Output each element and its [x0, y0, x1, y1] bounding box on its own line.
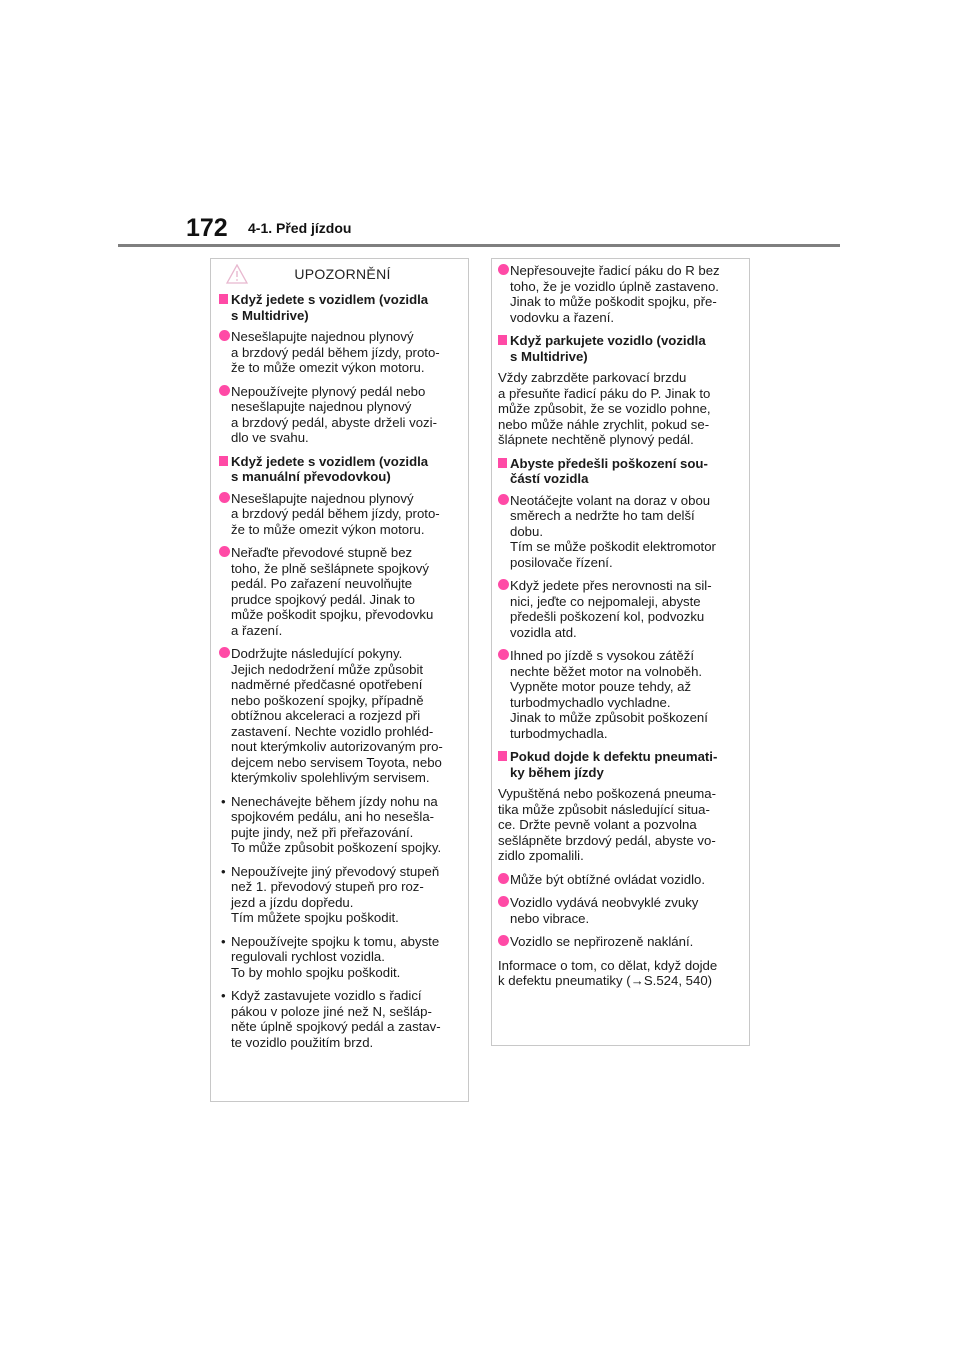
warning-header	[211, 259, 468, 289]
dot-bullet-icon: •	[221, 793, 226, 809]
text-line: Tím můžete spojku poškodit.	[231, 910, 399, 925]
text-line: Když jedete přes nerovnosti na sil-	[510, 578, 712, 593]
text-line: nebo vibrace.	[510, 910, 590, 926]
text-line: turbodmychadlo vychladne.	[510, 694, 671, 710]
section-heading	[498, 456, 741, 487]
text-line: Abyste předešli poškození sou-	[510, 455, 708, 471]
section-title: 4-1. Před jízdou	[248, 220, 352, 236]
paragraph	[498, 370, 741, 448]
dot-bullet-icon: •	[221, 863, 226, 879]
text-line: spojkovém pedálu, ani ho nesešla-	[231, 809, 435, 824]
text-line: nesešlapujte najednou plynový	[231, 399, 412, 414]
text-line: Informace o tom, co dělat, když dojde	[498, 957, 718, 973]
text-line: a přesuňte řadicí páku do P. Jinak to	[498, 385, 711, 401]
text-line: nebo poškození spojky, případně	[231, 692, 424, 708]
section-heading	[219, 292, 460, 323]
text-line: že to může omezit výkon motoru.	[231, 360, 425, 375]
list-item	[498, 578, 741, 640]
text-line: Neřaďte převodové stupně bez	[231, 545, 413, 560]
text-line: pedál. Po zařazení neuvolňujte	[231, 576, 413, 591]
text-line: šlápnete nechtěně plynový pedál.	[498, 432, 694, 447]
list-item	[498, 648, 741, 741]
text-line: Může být obtížné ovládat vozidlo.	[510, 871, 705, 887]
text-line: tika může způsobit následující situa-	[498, 801, 710, 817]
text-line: Když zastavujete vozidlo s řadicí	[231, 988, 422, 1003]
text-line: dlo ve svahu.	[231, 430, 309, 445]
circle-bullet-icon	[498, 494, 509, 505]
text-line: Nepoužívejte jiný převodový stupeň	[231, 863, 440, 879]
dot-bullet-icon: •	[221, 988, 226, 1003]
text-line: Nepoužívejte spojku k tomu, abyste	[231, 933, 440, 949]
text-line: To by mohlo spojku poškodit.	[231, 964, 401, 980]
list-item	[219, 794, 460, 856]
circle-bullet-icon	[498, 896, 509, 907]
section-heading	[219, 454, 460, 485]
text-line: Když parkujete vozidlo (vozidla	[510, 333, 706, 348]
text-line: prudce spojkový pedál. Jinak to	[231, 591, 416, 607]
list-item	[219, 491, 460, 538]
text-line: te vozidlo použitím brzd.	[231, 1034, 374, 1050]
circle-bullet-icon	[498, 873, 509, 884]
text-line: posilovače řízení.	[510, 554, 613, 570]
square-bullet-icon	[498, 751, 507, 761]
square-bullet-icon	[219, 294, 228, 304]
text-line: Vozidlo vydává neobvyklé zvuky	[510, 895, 699, 910]
text-line: Když jedete s vozidlem (vozidla	[231, 292, 429, 307]
text-line: může způsobit, že se vozidlo pohne,	[498, 401, 711, 416]
text-line: zastavení. Nechte vozidlo prohléd-	[231, 723, 434, 739]
text-line: toho, že je vozidlo úplně zastaveno.	[510, 278, 719, 294]
list-item	[219, 934, 460, 981]
text-line: dejcem nebo servisem Toyota, nebo	[231, 754, 442, 770]
text-line: s Multidrive)	[231, 307, 309, 323]
square-bullet-icon	[498, 458, 507, 468]
text-line: k defektu pneumatiky (→S.524, 540)	[498, 973, 713, 988]
text-line: toho, že plně sešlápnete spojkový	[231, 560, 429, 576]
text-line: Nesešlapujte najednou plynový	[231, 329, 414, 344]
text-line: vodovku a řazení.	[510, 309, 615, 325]
warning-content	[219, 292, 460, 1050]
text-line: Nepřesouvejte řadicí páku do R bez	[510, 263, 720, 278]
list-item	[498, 263, 741, 325]
text-line: může poškodit spojku, převodovku	[231, 607, 434, 622]
text-line: ky během jízdy	[510, 764, 604, 780]
circle-bullet-icon	[498, 935, 509, 946]
text-line: pákou v poloze jiné než N, sešláp-	[231, 1003, 432, 1019]
paragraph	[498, 958, 741, 989]
circle-bullet-icon	[219, 330, 230, 341]
text-line: Nenechávejte během jízdy nohu na	[231, 793, 438, 809]
circle-bullet-icon	[498, 649, 509, 660]
text-line: a řazení.	[231, 622, 283, 638]
text-line: Nesešlapujte najednou plynový	[231, 490, 414, 506]
square-bullet-icon	[219, 456, 228, 466]
square-bullet-icon	[498, 335, 507, 345]
text-line: dobu.	[510, 523, 544, 539]
text-line: něte úplně spojkový pedál a zastav-	[231, 1019, 441, 1034]
list-item	[498, 872, 741, 888]
circle-bullet-icon	[498, 264, 509, 275]
list-item	[219, 329, 460, 376]
text-line: Jejich nedodržení může způsobit	[231, 661, 424, 677]
warning-title: UPOZORNĚNÍ	[294, 266, 391, 282]
text-line: že to může omezit výkon motoru.	[231, 521, 425, 537]
list-item	[498, 934, 741, 950]
text-line: zidlo zpomalili.	[498, 848, 584, 863]
text-line: obtížnou akceleraci a rozjezd při	[231, 708, 421, 723]
info-box	[491, 258, 750, 1046]
list-item	[219, 384, 460, 446]
text-line: pujte jindy, než při přeřazování.	[231, 824, 414, 840]
text-line: ce. Držte pevně volant a pozvolna	[498, 817, 697, 832]
section-heading	[498, 333, 741, 364]
circle-bullet-icon	[219, 546, 230, 557]
text-line: Nepoužívejte plynový pedál nebo	[231, 383, 426, 399]
list-item	[498, 493, 741, 571]
text-line: jezd a jízdu dopředu.	[231, 894, 354, 910]
list-item	[219, 988, 460, 1050]
text-line: předešli poškození kol, podvozku	[510, 609, 705, 624]
text-line: nechte běžet motor na volnoběh.	[510, 663, 703, 679]
list-item	[219, 646, 460, 786]
text-line: vozidla atd.	[510, 624, 577, 640]
text-line: Neotáčejte volant na doraz v obou	[510, 492, 711, 508]
text-line: s Multidrive)	[510, 348, 588, 364]
text-line: s manuální převodovkou)	[231, 469, 391, 484]
text-line: nebo může náhle zrychlit, pokud se-	[498, 416, 710, 432]
text-line: Vypněte motor pouze tehdy, až	[510, 679, 692, 694]
list-item	[498, 895, 741, 926]
text-line: Pokud dojde k defektu pneumati-	[510, 749, 718, 764]
text-line: nici, jeďte co nejpomaleji, abyste	[510, 593, 701, 609]
text-line: částí vozidla	[510, 471, 589, 486]
text-line: Vždy zabrzděte parkovací brzdu	[498, 370, 687, 385]
text-line: a brzdový pedál během jízdy, proto-	[231, 344, 440, 360]
circle-bullet-icon	[498, 579, 509, 590]
warning-box	[210, 258, 469, 1102]
text-line: než 1. převodový stupeň pro roz-	[231, 879, 424, 894]
text-line: a brzdový pedál, abyste drželi vozi-	[231, 414, 437, 430]
text-line: Ihned po jízdě s vysokou zátěží	[510, 648, 695, 663]
paragraph	[498, 786, 741, 864]
info-content	[498, 263, 741, 989]
text-line: nadměrné předčasné opotřebení	[231, 677, 423, 692]
list-item	[219, 864, 460, 926]
text-line: sešlápněte brzdový pedál, abyste vo-	[498, 832, 716, 848]
text-line: Jinak to může poškodit spojku, pře-	[510, 294, 717, 309]
text-line: směrech a nedržte ho tam delší	[510, 508, 695, 523]
circle-bullet-icon	[219, 385, 230, 396]
text-line: Vozidlo se nepřirozeně naklání.	[510, 934, 694, 949]
text-line: regulovali rychlost vozidla.	[231, 949, 385, 964]
text-line: Vypuštěná nebo poškozená pneuma-	[498, 786, 716, 801]
text-line: To může způsobit poškození spojky.	[231, 840, 442, 855]
section-heading	[498, 749, 741, 780]
dot-bullet-icon: •	[221, 933, 226, 949]
header-rule	[118, 244, 840, 247]
text-line: Jinak to může způsobit poškození	[510, 710, 708, 725]
text-line: Dodržujte následující pokyny.	[231, 646, 403, 661]
text-line: turbodmychadla.	[510, 725, 608, 741]
list-item	[219, 545, 460, 638]
text-line: nout kterýmkoliv autorizovaným pro-	[231, 739, 443, 754]
text-line: a brzdový pedál během jízdy, proto-	[231, 506, 440, 521]
warning-triangle-icon	[226, 264, 248, 284]
circle-bullet-icon	[219, 647, 230, 658]
circle-bullet-icon	[219, 492, 230, 503]
text-line: Když jedete s vozidlem (vozidla	[231, 453, 429, 469]
text-line: Tím se může poškodit elektromotor	[510, 539, 716, 554]
text-line: kterýmkoliv spolehlivým servisem.	[231, 770, 430, 785]
page-number: 172	[186, 214, 228, 242]
